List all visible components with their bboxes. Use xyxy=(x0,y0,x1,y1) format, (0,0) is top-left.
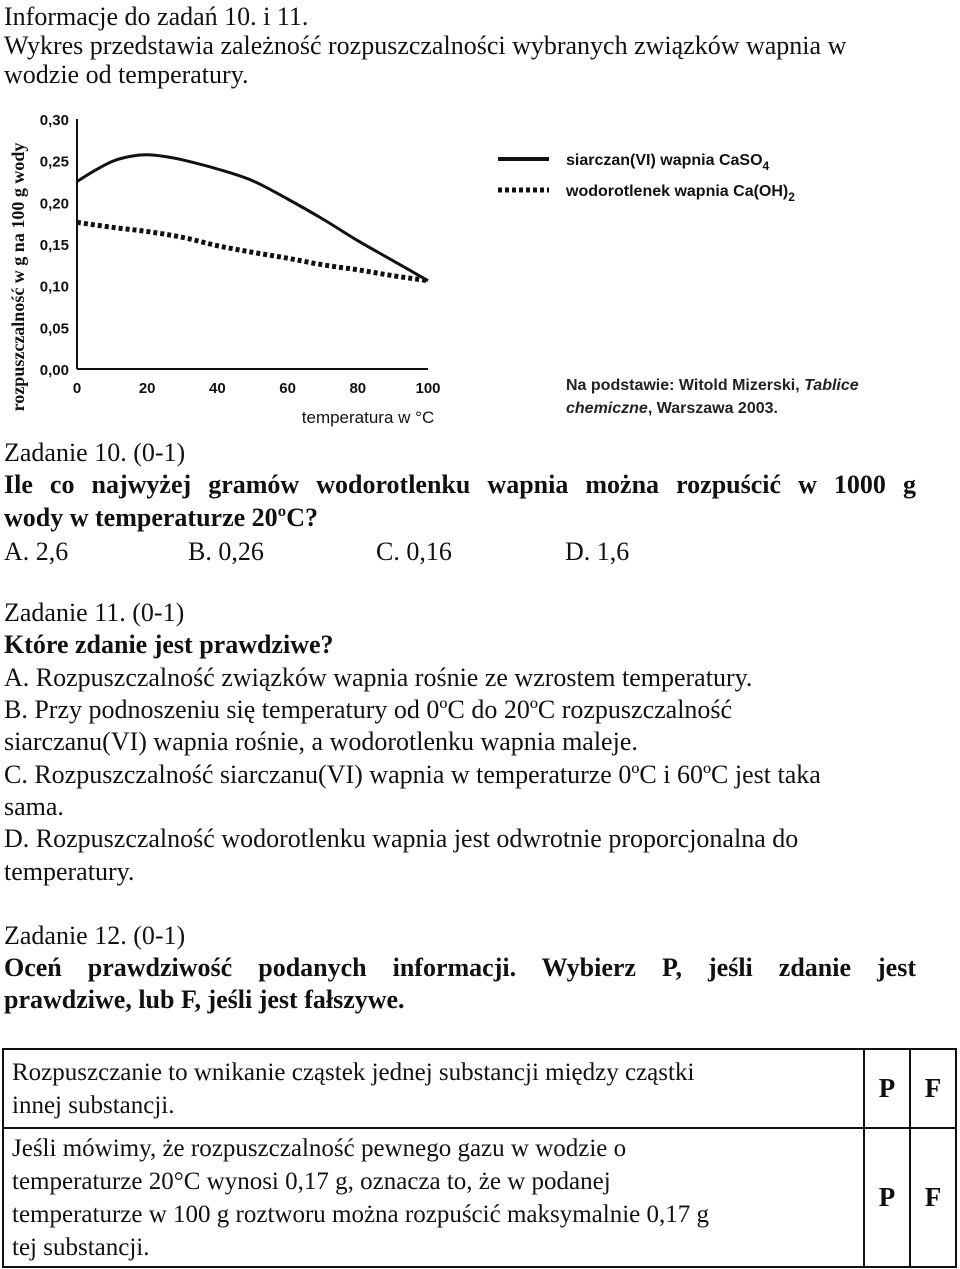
statement-2-line-4: tej substancji. xyxy=(12,1233,150,1261)
y-tick-label: 0,00 xyxy=(39,362,69,379)
y-tick-label: 0,10 xyxy=(39,278,69,296)
intro-text-line-1: Wykres przedstawia zależność rozpuszczalności wybranych związków wapnia w xyxy=(4,31,847,60)
legend-label-caoh2: wodorotlenek wapnia $Ca(OH)_2$ xyxy=(566,183,795,204)
answer-f-2[interactable]: F xyxy=(910,1128,956,1267)
x-tick-label: 80 xyxy=(349,380,367,397)
task10-option-a[interactable]: A. 2,6 xyxy=(4,537,69,566)
task10-option-c[interactable]: C. 0,16 xyxy=(376,537,452,566)
x-tick-labels xyxy=(73,380,441,397)
y-tick-label: 0,20 xyxy=(39,195,69,213)
source-line-1: Na podstawie: Witold Mizerski, Tablice xyxy=(566,377,859,394)
task11-option-d-line-2[interactable]: temperatury. xyxy=(4,857,135,886)
y-tick-label: 0,05 xyxy=(39,320,69,338)
task11-option-a[interactable]: A. Rozpuszczalność związków wapnia rośnie ze wzrostem temperatury. xyxy=(4,663,753,692)
statement-2-line-3: temperaturze w 100 g roztworu można rozpuścić maksymalnie 0,17 g xyxy=(12,1200,709,1228)
task10-question-line-1: Ile co najwyżej gramów wodorotlenku wapnia można rozpuścić w 1000 g xyxy=(4,470,916,499)
statement-1-line-1: Rozpuszczanie to wnikanie cząstek jednej substancji między cząstki xyxy=(12,1058,695,1086)
answer-f-1[interactable]: F xyxy=(910,1049,956,1128)
y-tick-label: 0,25 xyxy=(39,153,69,171)
task11-option-c-line-1[interactable]: C. Rozpuszczalność siarczanu(VI) wapnia w temperaturze 0ºC i 60ºC jest taka xyxy=(4,760,821,789)
statement-cell xyxy=(3,1128,864,1267)
source-line-2: chemiczne, Warszawa 2003. xyxy=(566,400,778,417)
intro-text-line-2: wodzie od temperatury. xyxy=(4,60,249,89)
x-axis-label: temperatura w °C xyxy=(301,408,435,427)
x-tick-label: 100 xyxy=(415,380,441,397)
task11-option-d-line-1[interactable]: D. Rozpuszczalność wodorotlenku wapnia jest odwrotnie proporcjonalna do xyxy=(4,824,799,853)
y-tick-label: 0,15 xyxy=(39,237,69,254)
x-tick-label: 40 xyxy=(209,380,226,397)
statement-2-line-2: temperaturze 20°C wynosi 0,17 g, oznacza to, że w podanej xyxy=(12,1167,611,1195)
answer-p-2[interactable]: P xyxy=(864,1128,910,1267)
task12-instruction-line-2: prawdziwe, lub F, jeśli jest fałszywe. xyxy=(4,985,405,1014)
statement-1-line-2: innej substancji. xyxy=(12,1091,175,1119)
solubility-chart xyxy=(0,92,960,432)
task11-heading: Zadanie 11. (0-1) xyxy=(4,598,185,627)
table-row xyxy=(3,1128,956,1267)
x-tick-label: 60 xyxy=(279,380,296,397)
statement-2-line-1: Jeśli mówimy, że rozpuszczalność pewnego gazu w wodzie o xyxy=(12,1134,627,1162)
y-tick-labels xyxy=(40,112,69,379)
task11-option-b-line-1[interactable]: B. Przy podnoszeniu się temperatury od 0ºC do 20ºC rozpuszczalność xyxy=(4,695,733,724)
answer-p-1[interactable]: P xyxy=(864,1049,910,1128)
series-line-caso4 xyxy=(77,155,428,281)
task10-question-line-2: wody w temperaturze 20ºC? xyxy=(4,503,319,532)
y-axis-label: rozpuszczalność w g na 100 g wody xyxy=(8,142,28,412)
chart-series xyxy=(77,155,428,281)
task11-question: Które zdanie jest prawdziwe? xyxy=(4,630,334,659)
task10-option-b[interactable]: B. 0,26 xyxy=(188,537,264,566)
statement-cell xyxy=(3,1049,864,1128)
task11-option-c-line-2[interactable]: sama. xyxy=(4,792,64,821)
legend-label-caso4: siarczan(VI) wapnia CaSO$_4$ xyxy=(566,152,770,173)
info-heading: Informacje do zadań 10. i 11. xyxy=(4,2,309,31)
y-tick-label: 0,30 xyxy=(39,112,69,129)
table-row xyxy=(3,1049,956,1128)
true-false-table xyxy=(2,1048,957,1268)
x-tick-label: 0 xyxy=(72,380,82,397)
task12-heading: Zadanie 12. (0-1) xyxy=(4,921,186,950)
chart-legend xyxy=(498,152,795,204)
task11-option-b-line-2[interactable]: siarczanu(VI) wapnia rośnie, a wodorotlenku wapnia maleje. xyxy=(4,727,638,756)
x-tick-label: 20 xyxy=(138,380,156,397)
task10-option-d[interactable]: D. 1,6 xyxy=(565,537,630,566)
task10-heading: Zadanie 10. (0-1) xyxy=(4,438,186,467)
task12-instruction-line-1: Oceń prawdziwość podanych informacji. Wybierz P, jeśli zdanie jest xyxy=(4,953,916,982)
